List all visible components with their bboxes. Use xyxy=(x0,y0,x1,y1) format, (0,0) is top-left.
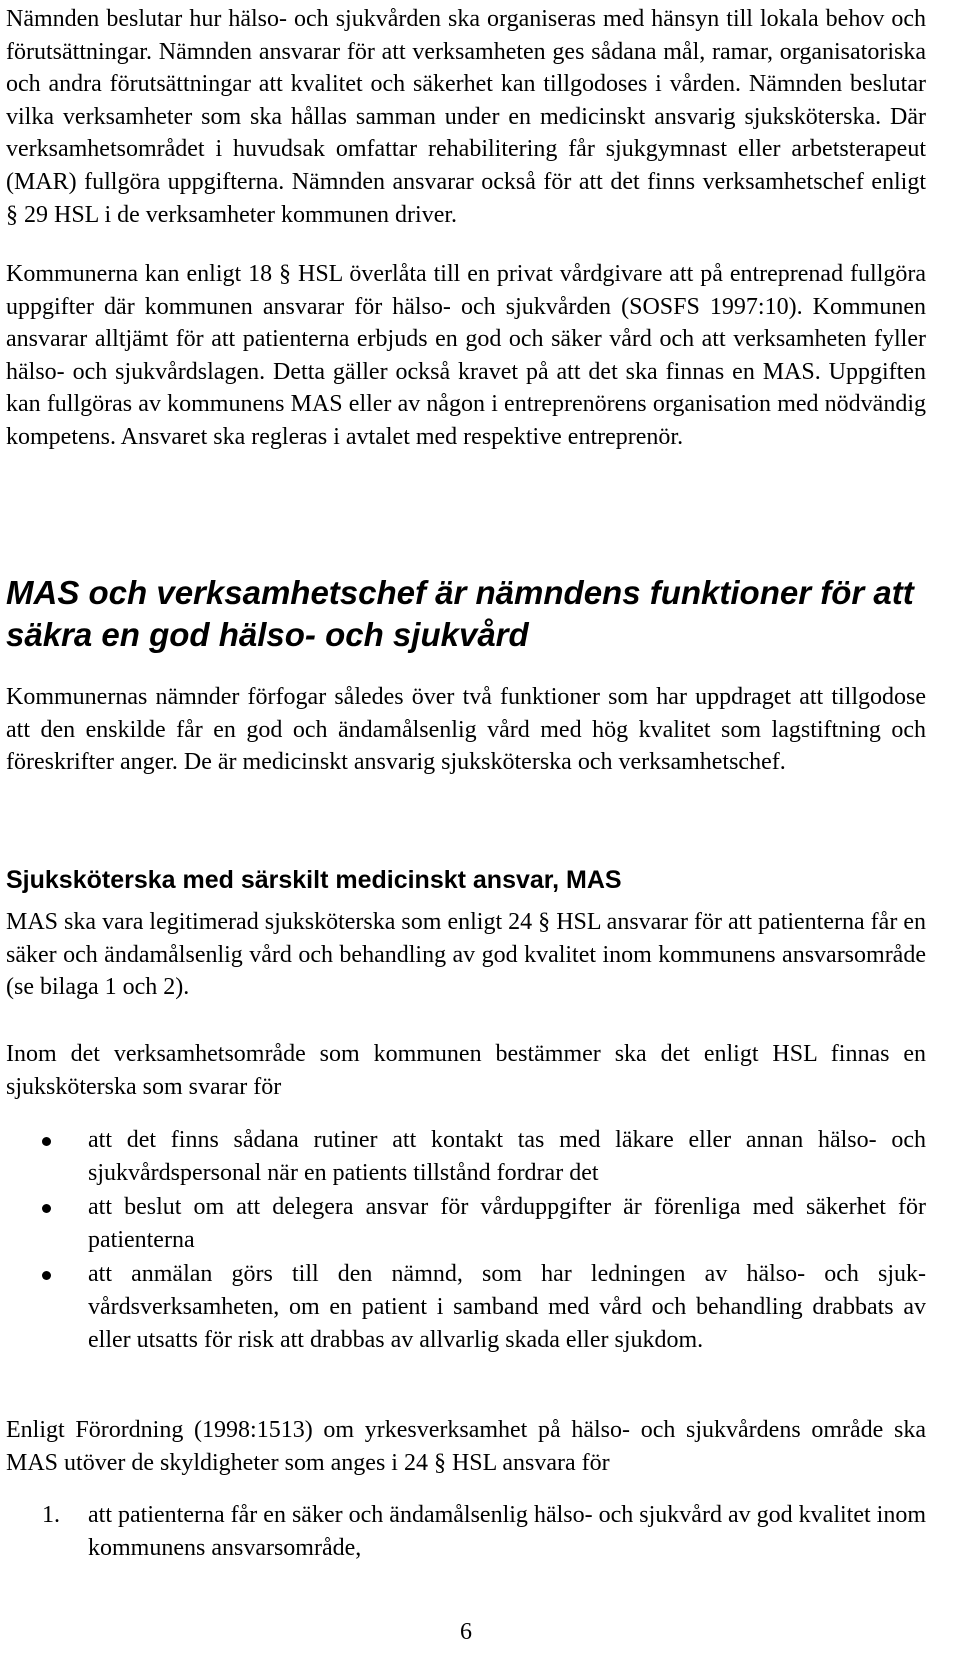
paragraph-funktioner: Kommunernas nämnder förfogar således över två funktioner som har uppdraget att tillgodose att den enskilde får en god och ändamålsenlig vård med hög kvalitet som lagstiftning och föreskrifter anger. De är medicinskt ansvarig sjuksköterska och verksamhetschef. xyxy=(6,684,926,776)
bullet-icon xyxy=(42,1137,51,1146)
list-item xyxy=(6,1499,926,1564)
paragraph-verksamhetsomrade: Inom det verksamhetsområde som kommunen bestämmer ska det enligt HSL finnas en sjuksköterska som svarar för xyxy=(6,1041,926,1100)
list-item xyxy=(6,1191,926,1256)
paragraph-entreprenad: Kommunerna kan enligt 18 § HSL överlåta till en privat vårdgivare att på entreprenad fullgöra uppgifter där kommunen ansvarar för hälso- och sjukvården (SOSFS 1997:10). Kommunen ansvarar alltjämt för att patienterna erbjuds en god och säker vård och att verksamheten fyller hälso- och sjukvårdslagen. Detta gäller också kravet på att det ska finnas en MAS. Uppgiften kan fullgöras av kommunens MAS eller av någon i entreprenörens organisation med nödvändig kompetens. Ansvaret ska regleras i avtalet med respektive entreprenör. xyxy=(6,261,926,450)
numbered-list-mas-ansvar xyxy=(6,1499,926,1566)
section-heading-mas-verksamhetschef: MAS och verksamhetschef är nämndens funktioner för att säkra en god hälso- och sjukvård xyxy=(6,574,914,653)
paragraph-nämnden-organisation: Nämnden beslutar hur hälso- och sjukvården ska organiseras med hänsyn till lokala behov och förutsättningar. Nämnden ansvarar för att verksamheten ges sådana mål, ramar, organisatoriska och andra förutsättningar att kvalitet och säkerhet kan tillgodoses i vården. Nämnden beslutar vilka verksamheter som ska hållas samman under en medicinskt ansvarig sjuksköterska. Där verksamhetsområdet i huvudsak omfattar rehabilitering får sjukgymnast eller arbetsterapeut (MAR) fullgöra uppgifterna. Nämnden ansvarar också för att det finns verksamhetschef enligt § 29 HSL i de verksamheter kommunen driver. xyxy=(6,6,926,228)
list-item-text: att anmälan görs till den nämnd, som har ledningen av hälso- och sjukvårdsverksamheten, om en patient i samband med vård och behandling drabbats av eller utsatts för risk att drabbas av allvarlig skada eller sjukdom. xyxy=(88,1261,926,1353)
list-number: 1. xyxy=(42,1502,60,1528)
list-item-text: att det finns sådana rutiner att kontakt tas med läkare eller annan hälso- och sjukvårdspersonal när en patients tillstånd fordrar det xyxy=(88,1127,926,1186)
bullet-list-ansvar xyxy=(6,1124,926,1358)
list-item-text: att patienterna får en säker och ändamålsenlig hälso- och sjukvård av god kvalitet inom kommunens ansvarsområde, xyxy=(88,1502,926,1561)
paragraph-mas-legitimation: MAS ska vara legitimerad sjuksköterska som enligt 24 § HSL ansvarar för att patienterna får en säker och ändamålsenlig vård och behandling av god kvalitet inom kommunens ansvarsområde (se bilaga 1 och 2). xyxy=(6,909,926,1001)
list-item-text: att beslut om att delegera ansvar för vårduppgifter är förenliga med säkerhet för patienterna xyxy=(88,1194,926,1253)
page-number: 6 xyxy=(460,1619,472,1645)
bullet-icon xyxy=(42,1271,51,1280)
subsection-heading-mas: Sjuksköterska med särskilt medicinskt ansvar, MAS xyxy=(6,866,622,894)
list-item xyxy=(6,1258,926,1356)
bullet-icon xyxy=(42,1204,51,1213)
list-item xyxy=(6,1124,926,1189)
paragraph-forordning: Enligt Förordning (1998:1513) om yrkesverksamhet på hälso- och sjukvårdens område ska MAS utöver de skyldigheter som anges i 24 § HSL ansvara för xyxy=(6,1417,926,1476)
